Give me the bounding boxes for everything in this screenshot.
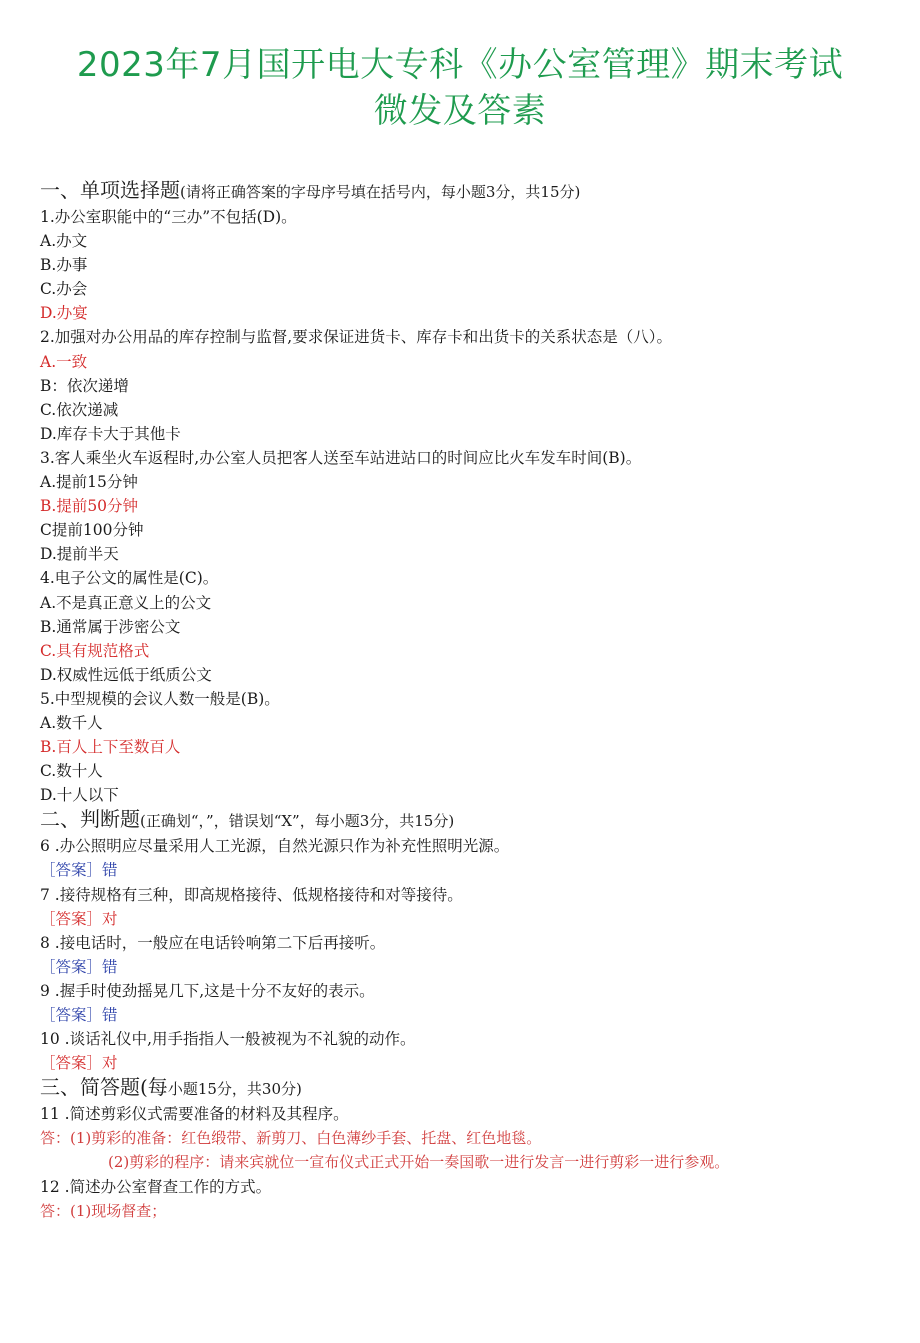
q4-option-a: A.不是真正意义上的公文	[40, 593, 212, 612]
q2-stem: 2.加强对办公用品的库存控制与监督,要求保证进货卡、库存卡和出货卡的关系状态是（八）。	[40, 328, 672, 347]
answer-tag: ［答案］	[40, 957, 103, 976]
q1-option-d-correct: D.办宴	[40, 304, 88, 323]
judge-answer	[40, 907, 900, 931]
q3-option-c: C提前100分钟	[40, 521, 144, 540]
q12-answer-1: 答：(1)现场督查；	[40, 1201, 167, 1220]
q4-option-c-correct: C.具有规范格式	[40, 641, 150, 660]
q5-option-b-correct: B.百人上下至数百人	[40, 738, 181, 757]
answer-tag: ［答案］	[40, 1006, 103, 1024]
q5-option-a: A.数千人	[40, 713, 103, 732]
q3-stem: 3.客人乘坐火车返程时,办公室人员把客人送至车站进站口的时间应比火车发车时间(B)。	[40, 448, 642, 467]
q11-stem: 11 .简述剪彩仪式需要准备的材料及其程序。	[40, 1105, 349, 1124]
q1-option-b: B.办事	[40, 256, 88, 275]
q2-option-d: D.库存卡大于其他卡	[40, 424, 181, 443]
q2-option-a-correct: A.一致	[40, 352, 88, 371]
judge-question: 7 .接待规格有三种，即高规格接待、低规格接待和对等接待。	[40, 885, 463, 904]
judge-question: 6 .办公照明应尽量采用人工光源，自然光源只作为补充性照明光源。	[40, 837, 510, 856]
q2-option-b: B：依次递增	[40, 376, 129, 395]
answer-tag: ［答案］	[40, 909, 103, 928]
q5-stem: 5.中型规模的会议人数一般是(B)。	[40, 689, 280, 708]
section1-title: 一、单项选择题	[40, 178, 180, 202]
q4-option-b: B.通常属于涉密公文	[40, 617, 181, 636]
section2-heading	[40, 807, 900, 834]
q1-option-a: A.办文	[40, 232, 88, 251]
section1-heading	[40, 178, 900, 205]
q12-stem: 12 .简述办公室督查工作的方式。	[40, 1177, 272, 1196]
document-body	[40, 178, 900, 1223]
judge-answer	[40, 858, 900, 882]
judge-answer	[40, 1051, 900, 1075]
q5-option-c: C.数十人	[40, 762, 103, 781]
section3-heading	[40, 1075, 900, 1102]
answer-value: 错	[102, 1006, 118, 1024]
judge-question: 8 .接电话时，一般应在电话铃响第二下后再接听。	[40, 933, 386, 952]
q3-option-b-correct: B.提前50分钟	[40, 497, 139, 516]
q4-stem: 4.电子公文的属性是(C)。	[40, 569, 219, 588]
section2-note: (正确划“，”，错误划“X”，每小题3分，共15分)	[140, 812, 455, 831]
section3-note: 小题15分，共30分)	[167, 1080, 302, 1099]
doc-title-line1: 2023年7月国开电大专科《办公室管理》期末考试	[76, 45, 844, 85]
q3-option-a: A.提前15分钟	[40, 473, 138, 492]
section2-title: 二、判断题	[40, 807, 140, 832]
q4-option-d: D.权威性远低于纸质公文	[40, 665, 212, 684]
answer-tag: ［答案］	[40, 1054, 103, 1073]
answer-value: 错	[102, 957, 118, 976]
q2-option-c: C.依次递减	[40, 400, 119, 419]
q5-option-d: D.十人以下	[40, 786, 119, 805]
answer-tag: ［答案］	[40, 861, 103, 880]
judge-question: 10 .谈话礼仪中,用手指指人一般被视为不礼貌的动作。	[40, 1030, 416, 1049]
q3-option-d: D.提前半天	[40, 545, 119, 564]
judge-answer	[40, 955, 900, 979]
answer-value: 对	[102, 909, 118, 928]
doc-title-line2: 微发及答素	[373, 91, 547, 131]
section3-title: 三、简答题(每	[40, 1075, 168, 1100]
judge-question: 9 .握手时使劲摇晃几下,这是十分不友好的表示。	[40, 981, 375, 1000]
q1-option-c: C.办会	[40, 280, 88, 299]
document-page	[0, 42, 920, 1343]
judge-answer	[40, 1003, 900, 1027]
section1-note: (请将正确答案的字母序号填在括号内，每小题3分，共15分)	[180, 183, 581, 201]
q11-answer-1: 答：(1)剪彩的准备：红色缎带、新剪刀、白色薄纱手套、托盘、红色地毯。	[40, 1129, 542, 1148]
q1-stem: 1.办公室职能中的“三办”不包括(D)。	[40, 208, 297, 226]
answer-value: 对	[102, 1054, 118, 1073]
q11-answer-2: (2)剪彩的程序：请来宾就位一宣布仪式正式开始一奏国歌一进行发言一进行剪彩一进行参观。	[108, 1153, 730, 1172]
answer-value: 错	[102, 861, 118, 880]
